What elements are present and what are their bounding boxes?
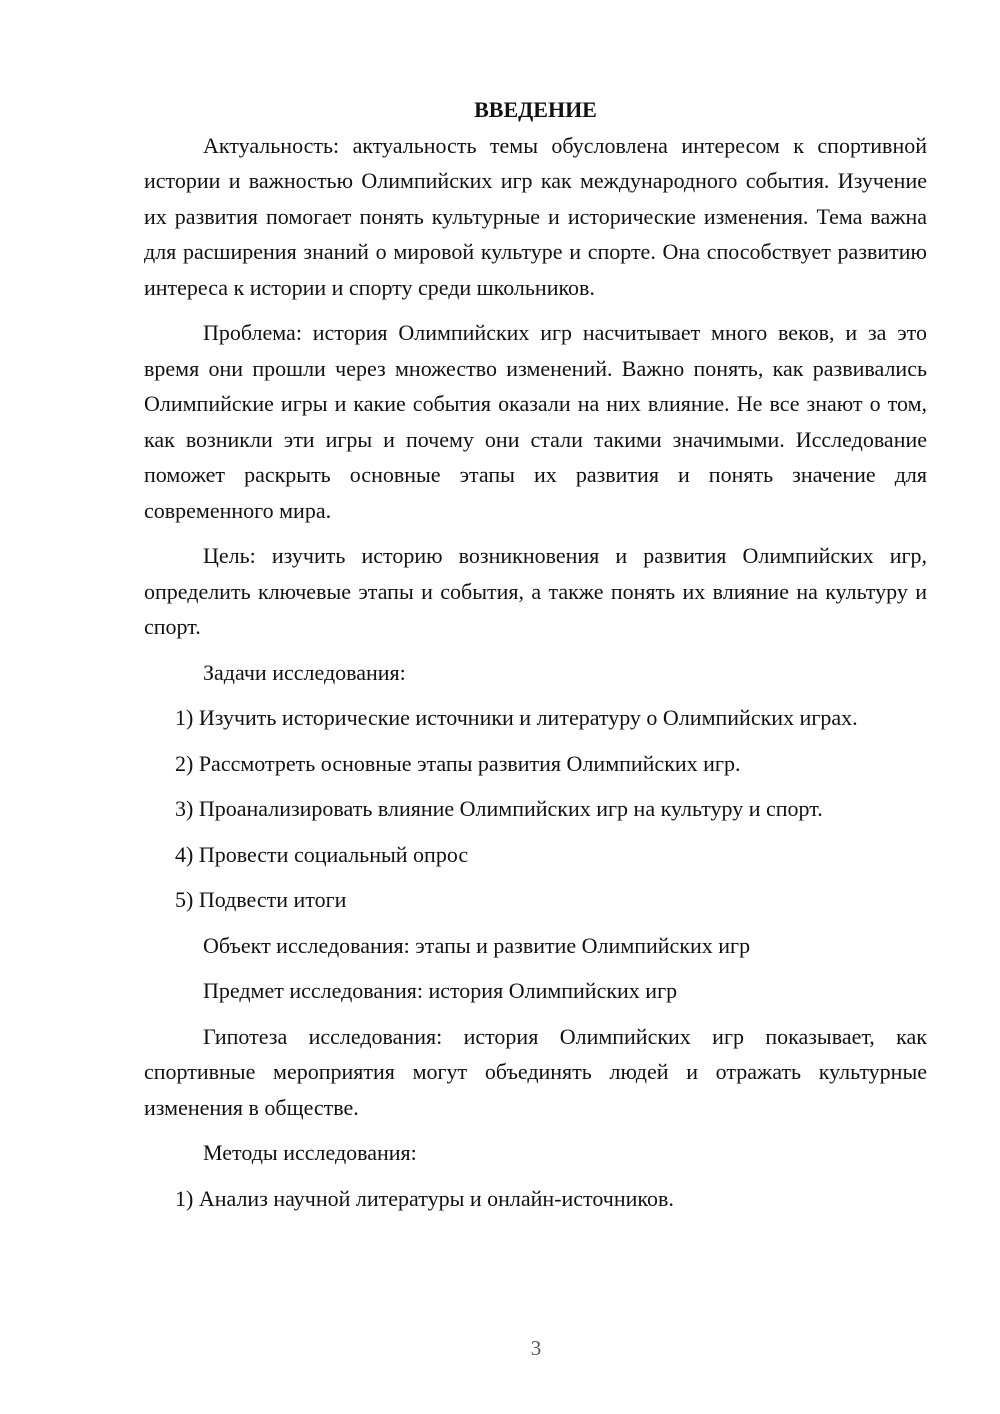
object-paragraph: Объект исследования: этапы и развитие Олимпийских игр	[203, 932, 751, 958]
document-page	[144, 92, 927, 1226]
page-number: 3	[530, 1336, 542, 1360]
section-title: ВВЕДЕНИЕ	[474, 97, 597, 122]
tasks-heading: Задачи исследования:	[203, 659, 406, 685]
method-item-1: 1) Анализ научной литературы и онлайн-источников.	[175, 1185, 674, 1211]
subject-paragraph: Предмет исследования: история Олимпийских игр	[203, 978, 678, 1003]
goal-paragraph: Цель: изучить историю возникновения и развития Олимпийских игр, определить ключевые этапы и события, а также понять их влияние на культуру и спорт.	[144, 543, 927, 639]
task-item-5: 5) Подвести итоги	[175, 887, 347, 912]
task-item-3: 3) Проанализировать влияние Олимпийских игр на культуру и спорт.	[175, 796, 823, 821]
task-item-4: 4) Провести социальный опрос	[175, 841, 469, 867]
hypothesis-paragraph: Гипотеза исследования: история Олимпийских игр показывает, как спортивные мероприятия могут объединять людей и отражать культурные изменения в обществе.	[144, 1023, 927, 1120]
problem-paragraph: Проблема: история Олимпийских игр насчитывает много веков, и за это время они прошли через множество изменений. Важно понять, как развивались Олимпийские игры и какие события оказали на них влияние. Не все знают о том, как возникли эти игры и почему они стали такими значимыми. Исследование поможет раскрыть основные этапы их развития и понять значение для современного мира.	[144, 320, 927, 523]
relevance-paragraph: Актуальность: актуальность темы обусловлена интересом к спортивной истории и важностью Олимпийских игр как международного события. Изучение их развития помогает понять культурные и исторические изменения. Тема важна для расширения знаний о мировой культуре и спорте. Она способствует развитию интереса к истории и спорту среди школьников.	[144, 132, 927, 300]
task-item-2: 2) Рассмотреть основные этапы развития Олимпийских игр.	[175, 750, 741, 776]
methods-heading: Методы исследования:	[203, 1140, 417, 1165]
task-item-1: 1) Изучить исторические источники и литературу о Олимпийских играх.	[175, 705, 858, 730]
